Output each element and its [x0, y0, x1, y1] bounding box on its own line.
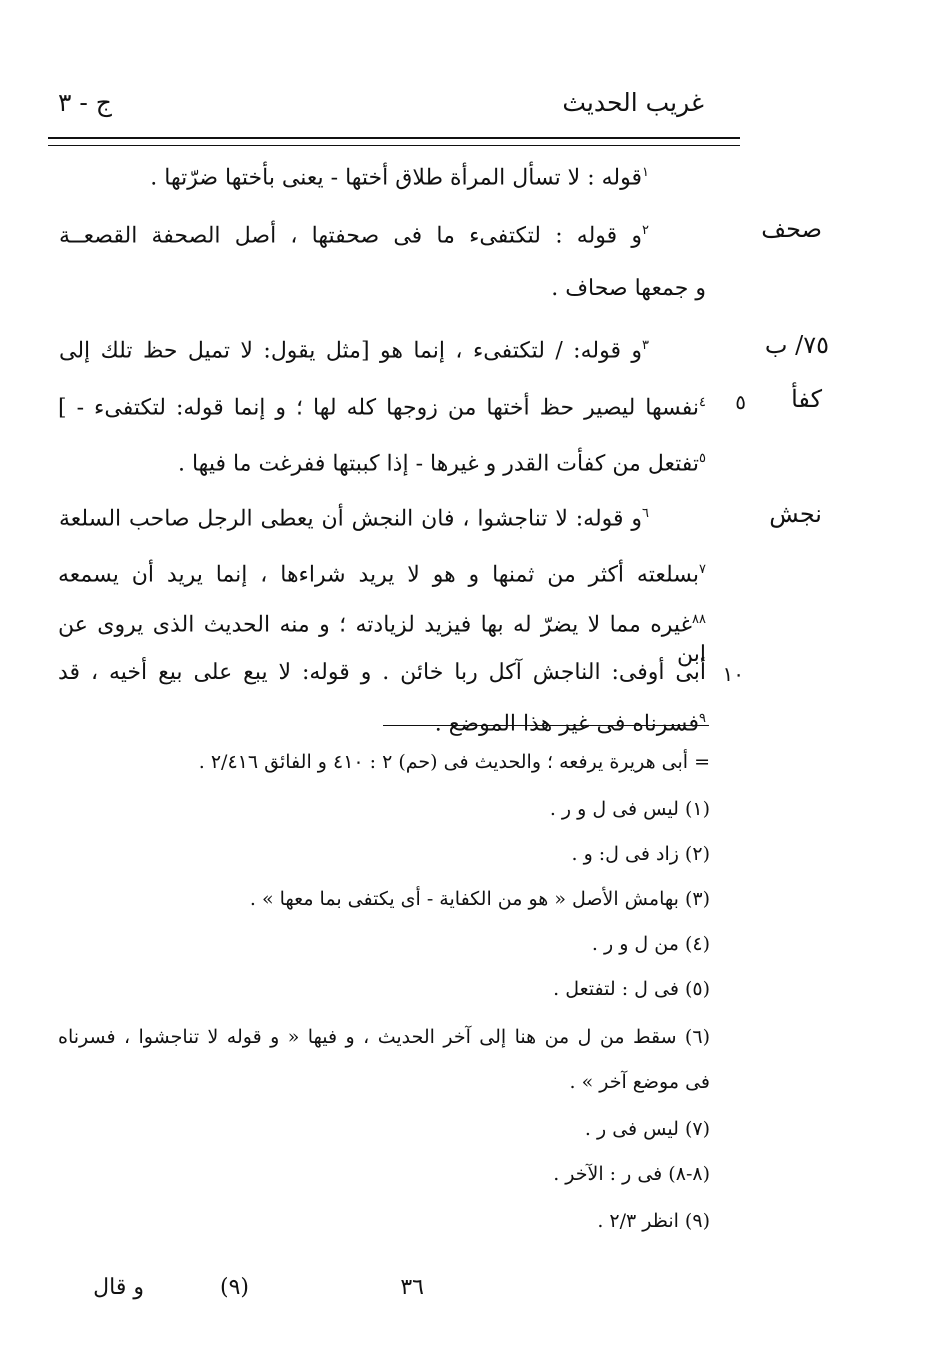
footnote-marker: ٢ — [642, 223, 649, 238]
body-text: بسلعته أكثر من ثمنها و هو لا يريد شراءها ، إنما يريد أن يسمعه — [58, 562, 700, 588]
footnote-continuation: = أبى هريرة يرفعه ؛ والحديث فى (حم) ٢ : ٤١٠ و الفائق ٢/٤١٦ . — [198, 751, 710, 773]
body-text: و جمعها صحاف . — [551, 276, 706, 301]
footnote-continuation-line: فى موضع آخر » . — [569, 1071, 710, 1093]
body-line — [59, 216, 649, 251]
footnote: (٧) ليس فى ر . — [584, 1118, 710, 1140]
body-text: فسرناه فى غير هذا الموضع . — [434, 711, 700, 737]
footnote-marker: ٥ — [699, 451, 706, 466]
header-rule-thin — [48, 145, 740, 146]
sheet-number: (٩) — [219, 1275, 249, 1300]
body-text: قوله : لا تسأل المرأة طلاق أختها - يعنى بأختها ضرّتها . — [150, 165, 643, 191]
body-line — [58, 704, 706, 739]
footnote-marker: ٧ — [699, 562, 706, 577]
margin-headword: صحف — [761, 215, 822, 243]
margin-headword: كفأ — [791, 385, 822, 413]
body-line — [59, 499, 649, 534]
footnote: (٩) انظر ٢/٣ . — [597, 1210, 710, 1232]
body-text: و قوله: لا تناجشوا ، فان النجش أن يعطى الرجل صاحب السلعة — [59, 506, 643, 532]
footnote-marker: ١ — [642, 165, 649, 180]
line-number: ٥ — [735, 390, 746, 414]
margin-headword: نجش — [769, 500, 822, 528]
body-line — [58, 658, 706, 688]
footnote: (٣) بهامش الأصل « هو من الكفاية - أى يكتفى بما معها » . — [249, 888, 710, 910]
footnote: (٦) سقط من ل من هنا إلى آخر الحديث ، و فيها « و قوله لا تناجشوا ، فسرناه — [58, 1026, 710, 1048]
running-title: غريب الحديث — [562, 88, 704, 117]
footnote-marker: ٣ — [642, 338, 649, 353]
volume-label: ج - ٣ — [58, 88, 112, 117]
body-text: تفتعل من كفأت القدر و غيرها - إذا كببتها ففرغت ما فيها . — [177, 451, 700, 477]
footnote: (٨-٨) فى ر : الآخر . — [553, 1163, 710, 1185]
page-number: ٣٦ — [400, 1275, 424, 1300]
body-text: و قوله: / لتكتفىء ، إنما هو [مثل يقول: لا تميل حظ تلك إلى — [59, 338, 643, 364]
footnote: (٤) من ل و ر . — [591, 933, 710, 955]
line-number: ١٠ — [722, 662, 744, 686]
folio-marker: ٧٥/ ب — [764, 331, 829, 359]
footnote-marker: ٤ — [699, 395, 706, 410]
footnote: (٥) فى ل : لتفتعل . — [553, 978, 710, 1000]
body-line — [59, 331, 649, 366]
body-line — [89, 158, 649, 193]
body-text: أبى أوفى: الناجش آكل ربا خائن . و قوله: لا يبع على بيع أخيه ، قد — [58, 660, 706, 685]
footnote-marker: ٨ — [699, 612, 706, 627]
body-line — [58, 555, 706, 590]
footnote-marker: ٨ — [692, 612, 700, 627]
body-line — [58, 388, 706, 423]
footnote-marker: ٩ — [699, 711, 706, 726]
catchword: و قال — [93, 1275, 144, 1300]
footnote-marker: ٦ — [642, 506, 649, 521]
footnote-rule — [383, 725, 709, 726]
body-text: غيره مما لا يضرّ له بها فيزيد لزيادته ؛ و منه الحديث الذى يروى عن ابن — [58, 612, 706, 668]
header-rule — [48, 137, 740, 139]
body-line — [58, 274, 706, 304]
body-text: و قوله : لتكتفىء ما فى صحفتها ، أصل الصحفة القصعــة — [59, 223, 643, 249]
body-text: نفسها ليصير حظ أختها من زوجها كله لها ؛ و إنما قوله: لتكتفىء - ] — [58, 395, 700, 421]
footnote: (٢) زاد فى ل: و . — [571, 843, 710, 865]
body-line — [58, 444, 706, 479]
footnote: (١) ليس فى ل و ر . — [549, 798, 710, 820]
